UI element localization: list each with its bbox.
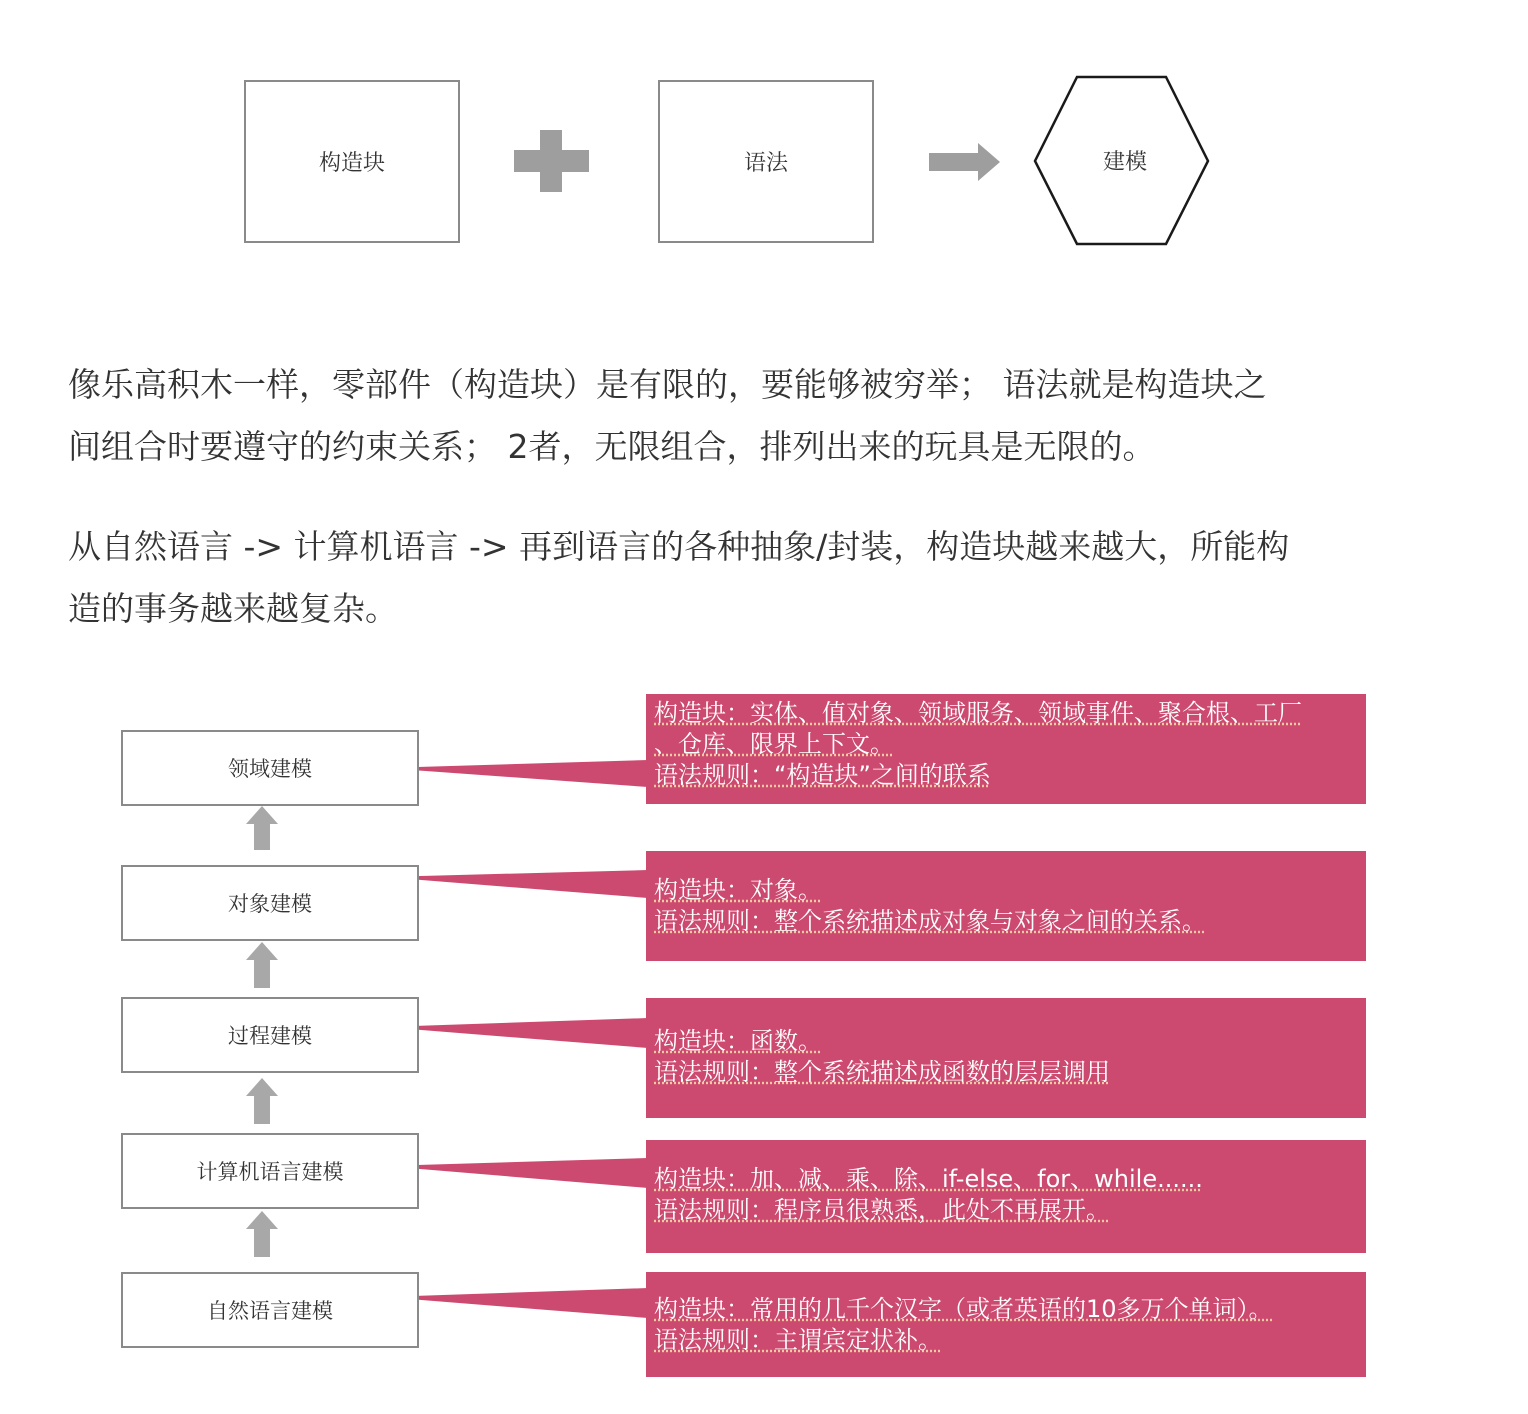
paragraph-line: 间组合时要遵守的约束关系； 2者，无限组合，排列出来的玩具是无限的。 xyxy=(68,427,1156,466)
note-line: 构造块：常用的几千个汉字（或者英语的10多万个单词）。 xyxy=(654,1295,1273,1323)
note-line: 语法规则：主谓宾定状补。 xyxy=(654,1326,942,1354)
note-line: 语法规则：整个系统描述成对象与对象之间的关系。 xyxy=(654,907,1206,935)
paragraph-line: 像乐高积木一样，零部件（构造块）是有限的，要能够被穷举； 语法就是构造块之 xyxy=(68,365,1267,404)
callout-wedge-1 xyxy=(384,870,648,898)
note-object xyxy=(646,851,1366,961)
note-line: 语法规则：“构造块”之间的联系 xyxy=(654,761,991,789)
level-box-procedure xyxy=(121,997,419,1073)
note-line: 构造块：对象。 xyxy=(654,876,822,904)
up-arrow-icon xyxy=(246,806,278,850)
callout-wedge-2 xyxy=(384,1018,648,1048)
modeling-label: 建模 xyxy=(1102,150,1147,175)
note-line: 构造块：实体、值对象、领域服务、领域事件、聚合根、工厂 xyxy=(654,699,1302,727)
level-label: 过程建模 xyxy=(228,1024,312,1048)
note-natural-language xyxy=(646,1272,1366,1377)
grammar-label: 语法 xyxy=(743,151,788,176)
up-arrow-icon xyxy=(246,1211,278,1257)
note-procedure xyxy=(646,998,1366,1118)
up-arrow-icon xyxy=(246,942,278,988)
note-line: 、仓库、限界上下文。 xyxy=(654,730,894,758)
building-block-label: 构造块 xyxy=(318,151,385,176)
level-box-natural-language xyxy=(121,1272,419,1348)
up-arrow-icon xyxy=(246,1078,278,1124)
note-domain xyxy=(646,694,1366,804)
callout-wedge-4 xyxy=(384,1288,648,1318)
level-label: 对象建模 xyxy=(228,892,312,916)
paragraph-line: 造的事务越来越复杂。 xyxy=(68,589,398,628)
level-box-object xyxy=(121,865,419,941)
level-label: 领域建模 xyxy=(228,757,312,781)
level-box-computer-language xyxy=(121,1133,419,1209)
paragraph-line: 从自然语言 -> 计算机语言 -> 再到语言的各种抽象/封装，构造块越来越大，所能构 xyxy=(68,527,1290,566)
callout-wedge-0 xyxy=(384,760,648,787)
note-line: 构造块：加、减、乘、除、if-else、for、while...... xyxy=(654,1165,1203,1193)
note-line: 语法规则：程序员很熟悉，此处不再展开。 xyxy=(654,1196,1110,1224)
note-computer-language xyxy=(646,1140,1366,1253)
note-line: 构造块：函数。 xyxy=(654,1027,822,1055)
note-line: 语法规则：整个系统描述成函数的层层调用 xyxy=(654,1058,1110,1086)
level-label: 自然语言建模 xyxy=(207,1299,333,1323)
level-label: 计算机语言建模 xyxy=(196,1160,344,1184)
level-box-domain xyxy=(121,730,419,806)
callout-wedge-3 xyxy=(384,1158,648,1188)
